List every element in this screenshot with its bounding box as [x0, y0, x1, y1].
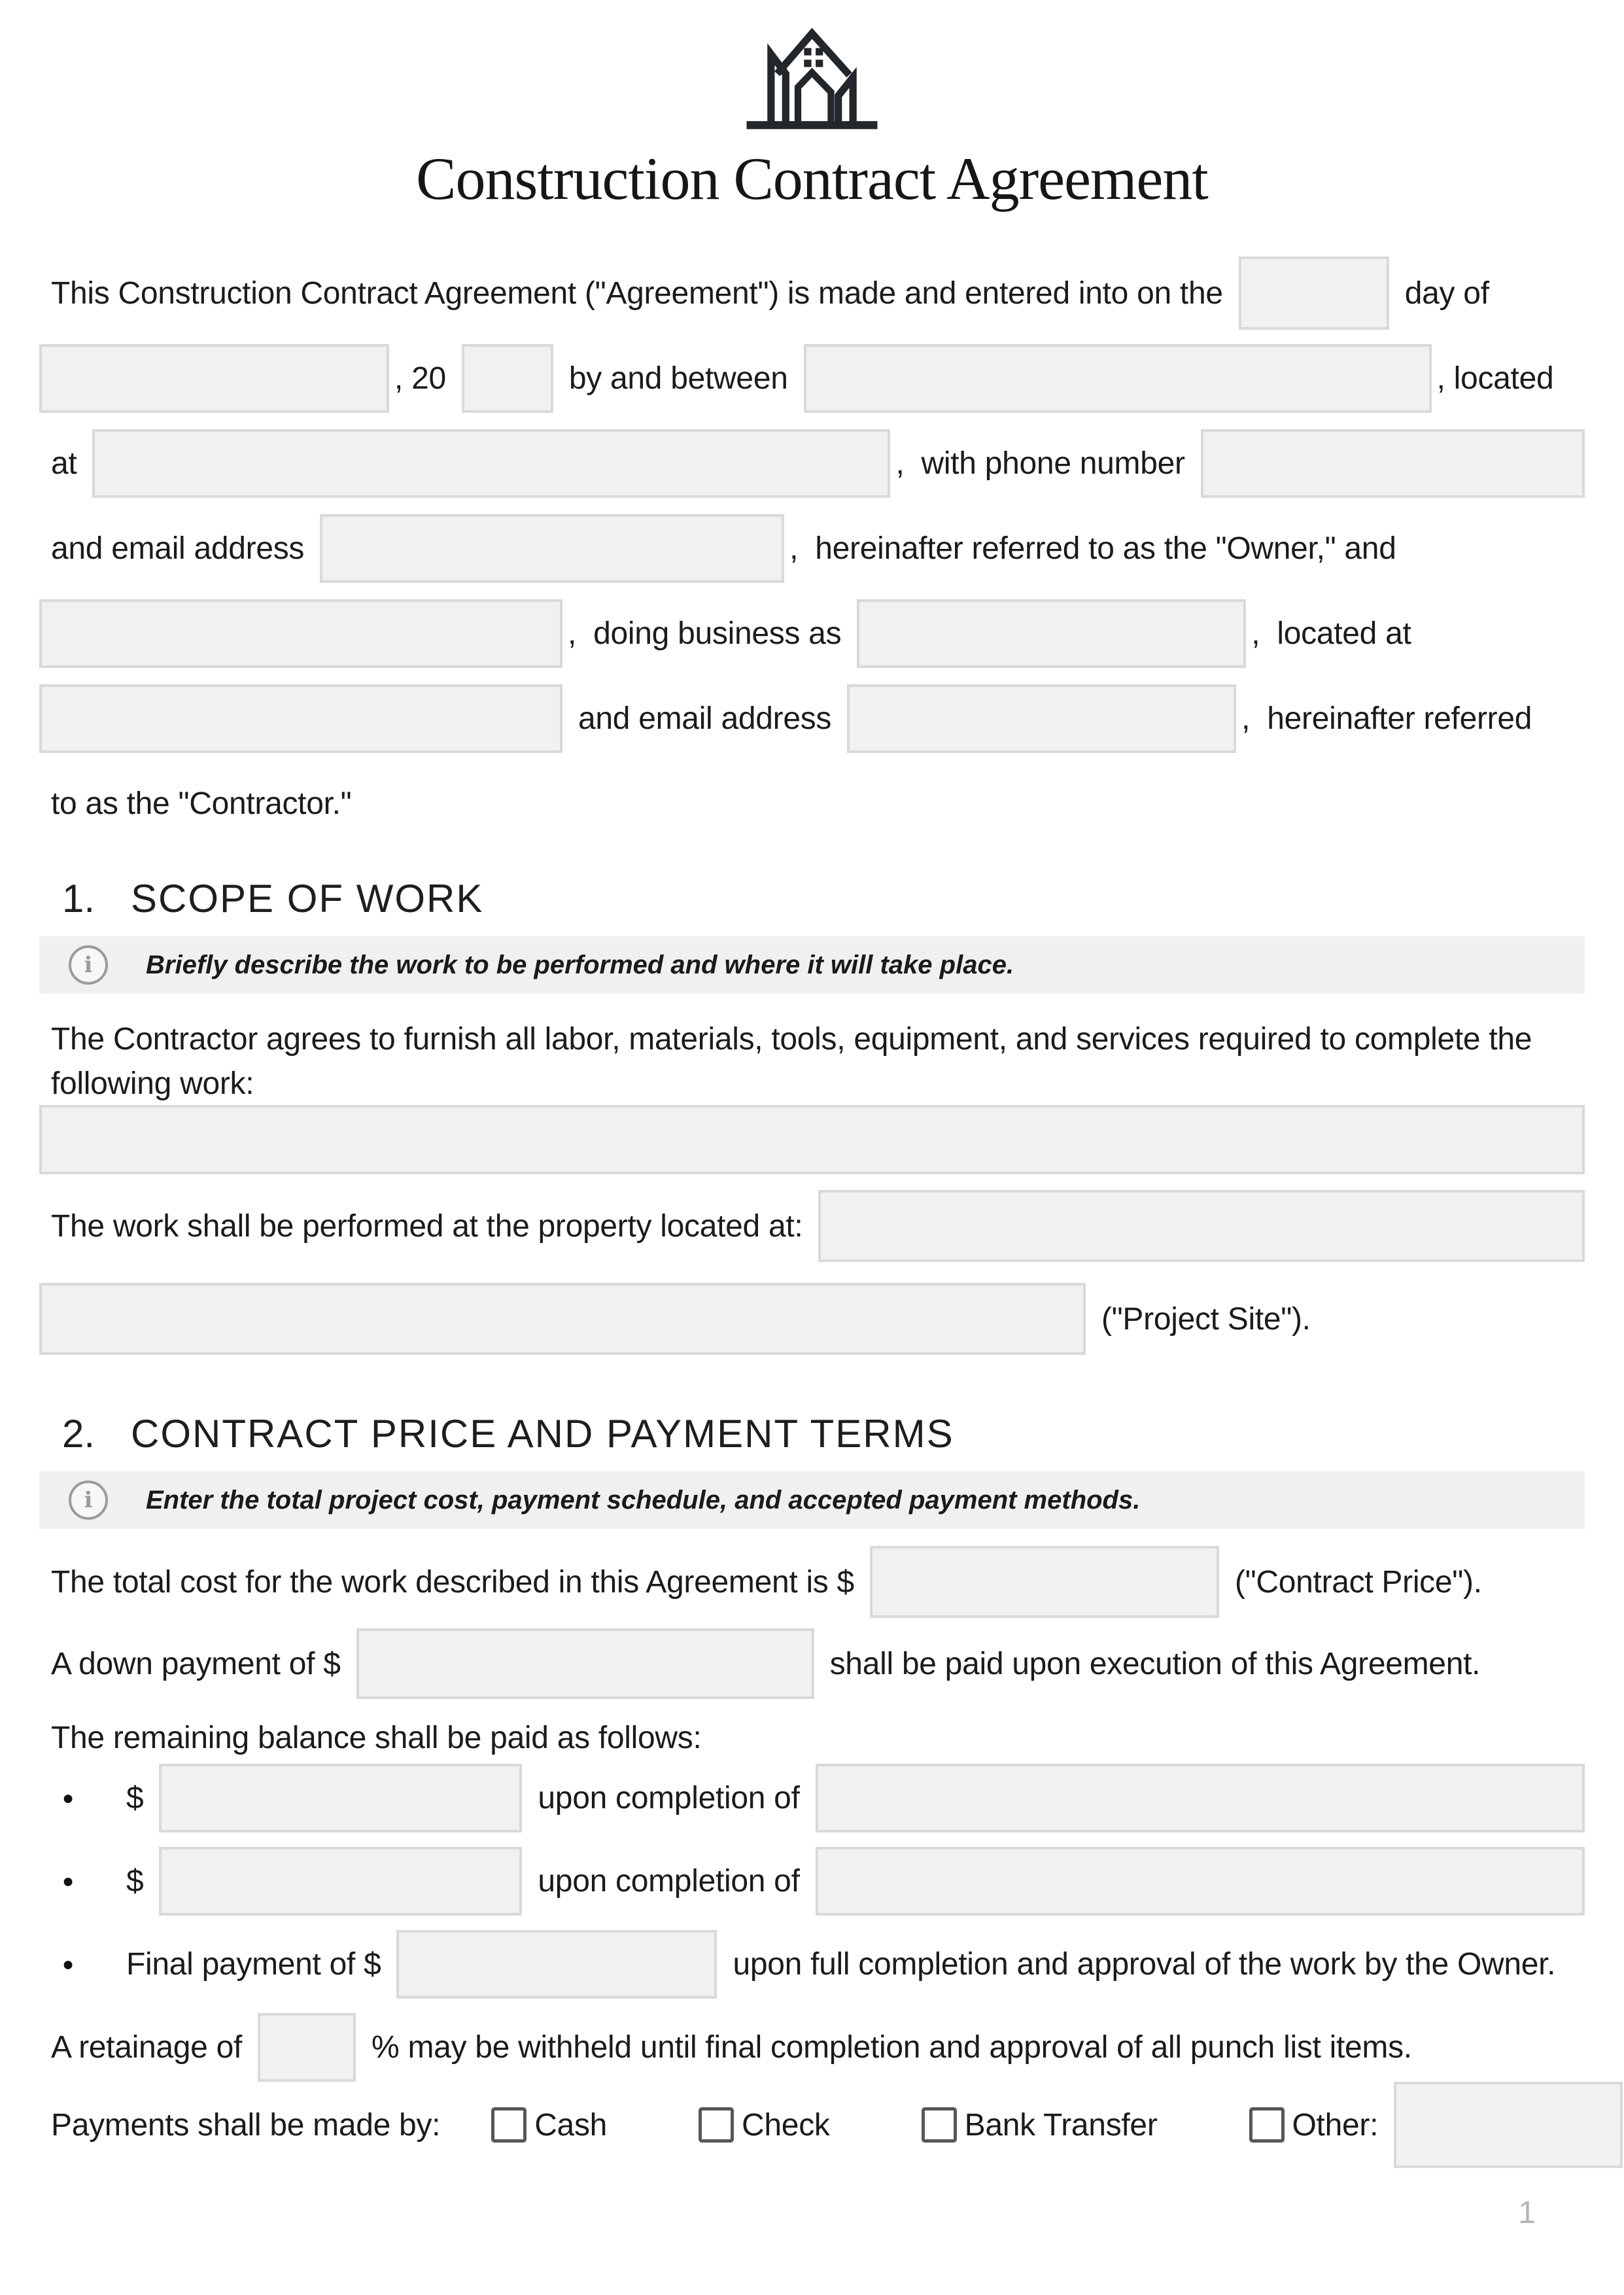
other-checkbox[interactable] [1249, 2107, 1285, 2143]
remaining-balance-text: The remaining balance shall be paid as follows: [51, 1720, 702, 1755]
section-title: CONTRACT PRICE AND PAYMENT TERMS [131, 1411, 954, 1456]
bullet-icon: ● [62, 1787, 74, 1809]
down-payment-row [39, 1628, 1585, 1699]
intro-text: and email address [578, 701, 832, 736]
logo-container [39, 0, 1585, 132]
section-2-heading [39, 1401, 1585, 1466]
milestone-1-row [39, 1764, 1585, 1832]
remaining-balance-row [39, 1715, 1585, 1761]
scope-paragraph: The Contractor agrees to furnish all labor, materials, tools, equipment, and services required to complete the following work: [51, 1022, 1532, 1101]
intro-text: day of [1404, 275, 1489, 311]
bullet-icon: ● [62, 1870, 74, 1892]
owner-phone-field[interactable] [1201, 429, 1585, 498]
intro-line-1 [39, 251, 1585, 336]
intro-text: , located at [1251, 616, 1411, 651]
milestone-1-completion-field[interactable] [816, 1764, 1585, 1832]
intro-text: and email address [51, 531, 305, 566]
retainage-prefix: A retainage of [51, 2030, 243, 2065]
intro-text: , hereinafter referred to as the "Owner," and [789, 531, 1396, 566]
check-label: Check [742, 2107, 830, 2143]
house-buildings-logo [742, 20, 882, 132]
final-payment-suffix: upon full completion and approval of the work by the Owner. [733, 1947, 1556, 1982]
upon-completion-text: upon completion of [538, 1781, 800, 1815]
milestone-1-amount-field[interactable] [159, 1764, 522, 1832]
down-payment-prefix: A down payment of $ [51, 1646, 341, 1681]
contractor-email-field[interactable] [847, 684, 1236, 753]
intro-line-3 [39, 421, 1585, 506]
contract-price-row [39, 1546, 1585, 1618]
info-icon: i [69, 1480, 108, 1520]
section-title: SCOPE OF WORK [131, 876, 484, 920]
intro-text: , located [1436, 360, 1554, 396]
intro-text: , 20 [394, 360, 446, 396]
project-site-suffix: ("Project Site"). [1101, 1301, 1311, 1337]
final-payment-prefix: Final payment of $ [126, 1947, 381, 1982]
intro-line-7 [39, 761, 1585, 846]
intro-paragraph [39, 251, 1585, 846]
month-field[interactable] [39, 344, 389, 413]
section-1-note [39, 936, 1585, 994]
contractor-dba-field[interactable] [857, 599, 1246, 668]
payment-methods-row [39, 2082, 1585, 2168]
other-label: Other: [1292, 2107, 1379, 2143]
bank-transfer-checkbox[interactable] [922, 2107, 957, 2143]
scope-of-work-field[interactable] [39, 1105, 1585, 1174]
payment-methods-label: Payments shall be made by: [51, 2107, 441, 2143]
owner-email-field[interactable] [320, 514, 784, 583]
note-text: Enter the total project cost, payment schedule, and accepted payment methods. [146, 1485, 1141, 1515]
retainage-row [39, 2013, 1585, 2082]
intro-text: , hereinafter referred [1241, 701, 1532, 736]
retainage-suffix: % may be withheld until final completion and approval of all punch list items. [371, 2030, 1412, 2065]
note-text: Briefly describe the work to be performed and where it will take place. [146, 950, 1014, 979]
section-number: 1. [62, 876, 95, 920]
cash-checkbox[interactable] [491, 2107, 527, 2143]
property-location-row [39, 1190, 1585, 1262]
bullet-icon: ● [62, 1953, 74, 1975]
intro-line-2 [39, 336, 1585, 421]
dollar-sign: $ [126, 1781, 144, 1815]
dollar-sign: $ [126, 1864, 144, 1899]
contract-price-field[interactable] [870, 1546, 1219, 1618]
intro-text: This Construction Contract Agreement ("Agreement") is made and entered into on the [51, 275, 1223, 311]
property-address-field-2[interactable] [39, 1283, 1086, 1355]
total-cost-prefix: The total cost for the work described in this Agreement is $ [51, 1564, 854, 1600]
intro-line-6 [39, 676, 1585, 761]
intro-line-4 [39, 506, 1585, 591]
info-icon: i [69, 945, 108, 985]
bank-transfer-label: Bank Transfer [964, 2107, 1158, 2143]
owner-name-field[interactable] [804, 344, 1432, 413]
upon-completion-text: upon completion of [538, 1864, 800, 1899]
other-payment-method-field[interactable] [1394, 2082, 1623, 2168]
milestone-2-amount-field[interactable] [159, 1847, 522, 1916]
retainage-percent-field[interactable] [258, 2013, 356, 2082]
down-payment-field[interactable] [356, 1628, 814, 1699]
milestone-2-row [39, 1847, 1585, 1916]
final-payment-field[interactable] [396, 1930, 717, 1999]
intro-line-5 [39, 591, 1585, 676]
down-payment-suffix: shall be paid upon execution of this Agreement. [829, 1646, 1481, 1681]
page-number: 1 [1518, 2196, 1536, 2230]
intro-text: by and between [568, 360, 788, 396]
location-label: The work shall be performed at the property located at: [51, 1208, 803, 1244]
section-1-heading [39, 866, 1585, 931]
section-number: 2. [62, 1411, 95, 1456]
page-title: Construction Contract Agreement [416, 145, 1208, 212]
check-checkbox[interactable] [699, 2107, 734, 2143]
property-address-field[interactable] [818, 1190, 1585, 1262]
intro-text: to as the "Contractor." [51, 786, 352, 821]
intro-text: , with phone number [895, 446, 1185, 481]
cash-label: Cash [534, 2107, 608, 2143]
section-2-note [39, 1471, 1585, 1529]
total-cost-suffix: ("Contract Price"). [1234, 1564, 1482, 1600]
milestone-2-completion-field[interactable] [816, 1847, 1585, 1916]
intro-text: , doing business as [568, 616, 842, 651]
intro-text: at [51, 446, 77, 481]
project-site-row [39, 1283, 1585, 1355]
day-field[interactable] [1239, 256, 1389, 330]
contractor-address-field[interactable] [39, 684, 562, 753]
year-field[interactable] [462, 344, 553, 413]
final-payment-row [39, 1930, 1585, 1999]
owner-address-field[interactable] [92, 429, 890, 498]
contractor-name-field[interactable] [39, 599, 562, 668]
